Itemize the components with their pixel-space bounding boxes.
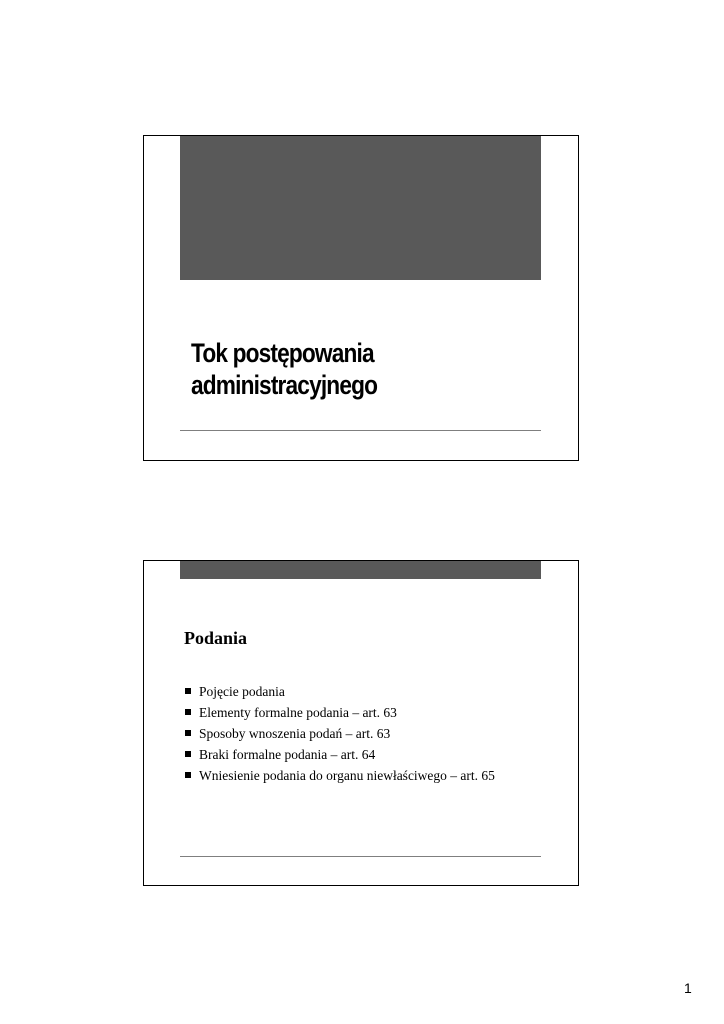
presentation-title-line-1: Tok postępowania	[191, 338, 374, 368]
header-band	[180, 136, 541, 280]
list-item-text: Braki formalne podania – art. 64	[199, 747, 376, 762]
footer-rule	[180, 856, 541, 857]
list-item-text: Sposoby wnoszenia podań – art. 63	[199, 726, 391, 741]
list-item	[184, 702, 495, 723]
list-item-text: Pojęcie podania	[199, 684, 285, 699]
list-item-text: Wniesienie podania do organu niewłaściwego – art. 65	[199, 768, 495, 783]
square-bullet-icon	[185, 772, 191, 778]
slide-heading: Podania	[184, 628, 248, 648]
list-item	[184, 723, 495, 744]
square-bullet-icon	[185, 688, 191, 694]
list-item-text: Elementy formalne podania – art. 63	[199, 705, 397, 720]
list-item	[184, 681, 495, 702]
bullet-list	[184, 681, 495, 786]
square-bullet-icon	[185, 709, 191, 715]
slide-podania	[143, 560, 579, 886]
slide-title	[143, 135, 579, 461]
page-number: 1	[684, 980, 692, 996]
header-band	[180, 561, 541, 579]
footer-rule	[180, 430, 541, 431]
presentation-title-line-2: administracyjnego	[191, 370, 378, 400]
square-bullet-icon	[185, 730, 191, 736]
presentation-title	[191, 337, 493, 401]
list-item	[184, 765, 495, 786]
list-item	[184, 744, 495, 765]
square-bullet-icon	[185, 751, 191, 757]
